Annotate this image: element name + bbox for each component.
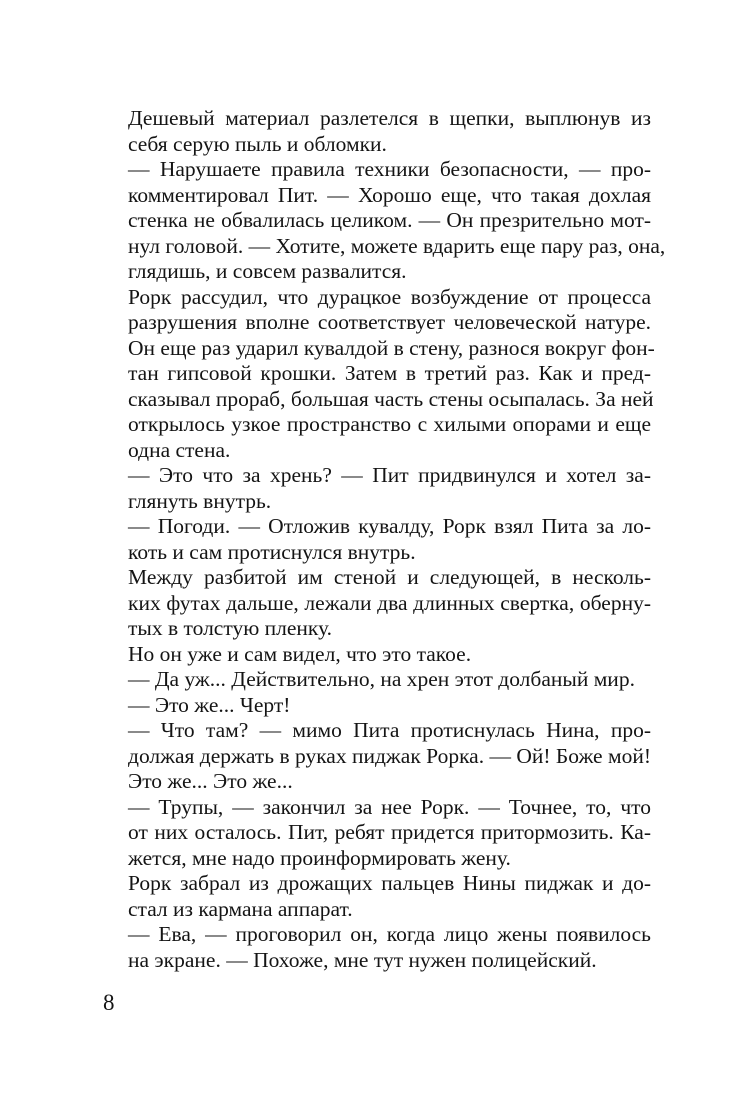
paragraph xyxy=(103,718,651,795)
text-line: одна стена. xyxy=(128,437,231,462)
paragraph xyxy=(103,284,655,464)
text-line: Между разбитой им стеной и следующей, в несколь- xyxy=(128,565,651,589)
text-line: — Что там? — мимо Пита протиснулась Нина, про- xyxy=(128,718,651,742)
text-line: комментировал Пит. — Хорошо еще, что такая дохлая xyxy=(128,182,651,207)
text-line: — Да уж... Действительно, на хрен этот долбаный мир. xyxy=(128,667,635,691)
text-line: — Трупы, — закончил за нее Рорк. — Точнее, то, что xyxy=(128,794,651,819)
text-line: тан гипсовой крошки. Затем в третий раз. Как и пред- xyxy=(128,361,651,385)
paragraph xyxy=(103,667,651,693)
text-line: тых в толстую пленку. xyxy=(128,616,333,640)
text-line: себя серую пыль и обломки. xyxy=(128,131,387,156)
text-line: — Это что за хрень? — Пит придвинулся и хотел за- xyxy=(128,463,651,487)
text-line: нул головой. — Хотите, можете вдарить еще пару раз, она, xyxy=(128,233,666,258)
text-line: Дешевый материал разлетелся в щепки, выплюнув из xyxy=(128,106,651,130)
text-line: разрушения вполне соответствует человеческой натуре. xyxy=(128,310,651,334)
text-line: Но он уже и сам видел, что это такое. xyxy=(128,641,472,666)
text-line: стал из кармана аппарат. xyxy=(128,896,353,921)
paragraph xyxy=(103,157,666,285)
paragraph xyxy=(103,106,651,157)
paragraph xyxy=(103,514,651,565)
text-line: глянуть внутрь. xyxy=(128,488,272,513)
text-line: жется, мне надо проинформировать жену. xyxy=(128,845,511,870)
text-line: стенка не обвалилась целиком. — Он презрительно мот- xyxy=(128,208,651,232)
paragraph xyxy=(103,922,651,973)
paragraph xyxy=(103,795,651,872)
text-line: Он еще раз ударил кувалдой в стену, разнося вокруг фон- xyxy=(128,335,655,360)
text-line: Это же... Это же... xyxy=(128,769,293,793)
paragraph xyxy=(103,642,651,668)
text-line: открылось узкое пространство с хилыми опорами и еще xyxy=(128,412,651,436)
text-line: — Погоди. — Отложив кувалду, Рорк взял Пита за ло- xyxy=(128,514,651,538)
text-line: на экране. — Похоже, мне тут нужен полицейский. xyxy=(128,947,597,972)
body-text xyxy=(103,106,666,973)
paragraph xyxy=(103,463,651,514)
text-line: Рорк забрал из дрожащих пальцев Нины пиджак и до- xyxy=(128,871,651,895)
paragraph xyxy=(103,871,651,922)
paragraph xyxy=(103,693,651,719)
page-number: 8 xyxy=(103,990,115,1015)
text-line: — Ева, — проговорил он, когда лицо жены появилось xyxy=(128,922,651,946)
text-line: сказывал прораб, большая часть стены осыпалась. За ней xyxy=(128,386,654,411)
text-line: Рорк рассудил, что дурацкое возбуждение от процесса xyxy=(128,284,651,309)
paragraph xyxy=(103,565,651,642)
text-line: от них осталось. Пит, ребят придется притормозить. Ка- xyxy=(128,820,651,844)
text-line: — Это же... Черт! xyxy=(128,692,291,717)
text-line: коть и сам протиснулся внутрь. xyxy=(128,539,416,564)
text-line: — Нарушаете правила техники безопасности, — про- xyxy=(128,157,651,181)
text-line: глядишь, и совсем развалится. xyxy=(128,259,407,283)
text-line: ких футах дальше, лежали два длинных свертка, оберну- xyxy=(128,590,651,615)
text-line: должая держать в руках пиджак Рорка. — Ой! Боже мой! xyxy=(128,743,651,768)
